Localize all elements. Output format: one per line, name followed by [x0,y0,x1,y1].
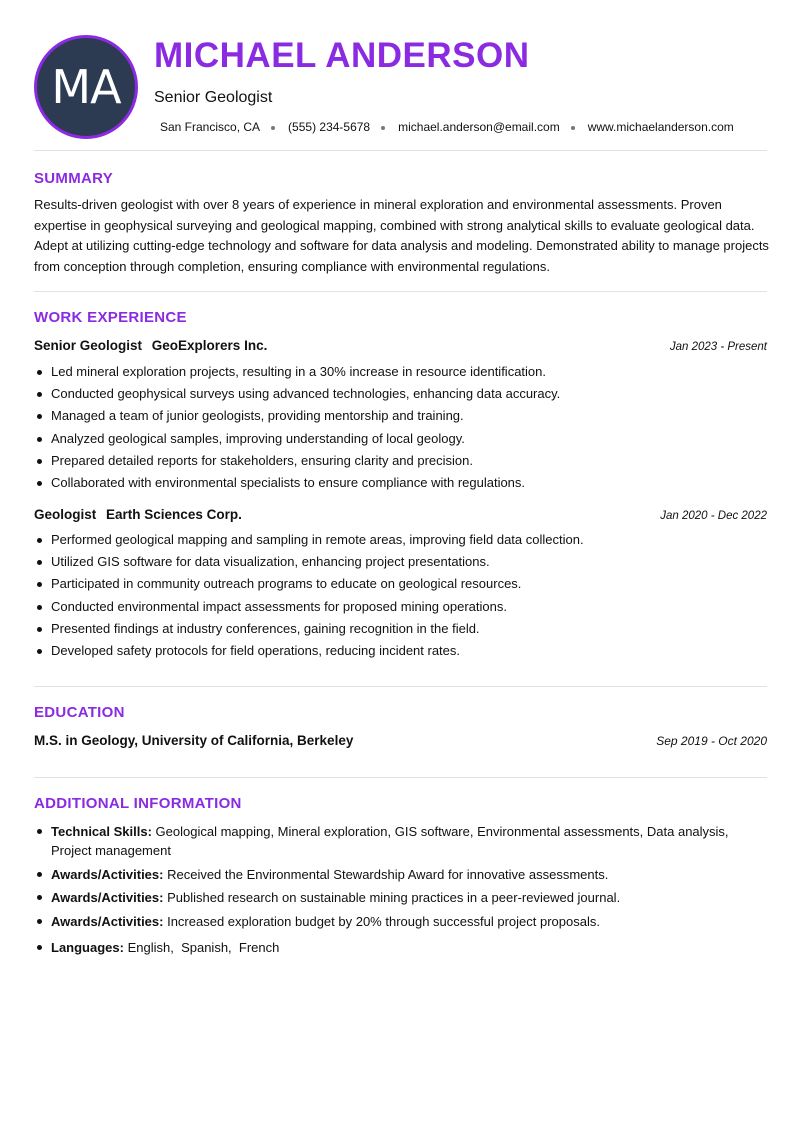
list-item [34,912,769,931]
contact-location: San Francisco, CA [160,120,261,134]
list-item [34,888,769,907]
list-item: Analyzed geological samples, improving understanding of local geology. [34,428,769,450]
separator-dot-icon [381,126,385,130]
job-header [34,507,767,522]
section-divider [34,777,767,778]
candidate-name: MICHAEL ANDERSON [154,36,530,75]
education-degree: M.S. in Geology, University of California, Berkeley [34,733,354,748]
list-item: Conducted environmental impact assessments for proposed mining operations. [34,596,769,618]
info-text: Received the Environmental Stewardship Award for innovative assessments. [167,866,609,882]
list-item [34,865,769,884]
info-label: Awards/Activities: [51,866,164,882]
list-item [34,822,769,860]
info-label: Awards/Activities: [51,890,164,905]
additional-info-list [34,822,769,961]
info-text: Published research on sustainable mining practices in a peer-reviewed journal. [167,890,621,905]
info-label: Technical Skills: [51,824,152,839]
contact-phone: (555) 234-5678 [288,120,371,134]
candidate-title: Senior Geologist [154,89,273,106]
additional-info-heading: ADDITIONAL INFORMATION [34,795,242,812]
avatar [34,35,138,139]
info-label: Languages: [51,939,124,955]
job-company: GeoExplorers Inc. [151,338,268,353]
list-item: Collaborated with environmental specialists to ensure compliance with regulations. [34,472,769,494]
job-header [34,338,767,353]
job-dates: Jan 2020 - Dec 2022 [660,510,767,522]
list-item: Presented findings at industry conferences, gaining recognition in the field. [34,618,769,640]
list-item: Utilized GIS software for data visualization, enhancing project presentations. [34,551,769,573]
list-item: Performed geological mapping and sampling in remote areas, improving field data collection. [34,529,769,551]
list-item: Prepared detailed reports for stakeholders, ensuring clarity and precision. [34,450,769,472]
section-divider [34,686,767,687]
job-bullets [34,529,769,662]
list-item: Managed a team of junior geologists, providing mentorship and training. [34,405,769,427]
education-heading: EDUCATION [34,704,125,721]
list-item: Developed safety protocols for field operations, reducing incident rates. [34,640,769,662]
separator-dot-icon [271,126,275,130]
job-company: Earth Sciences Corp. [106,507,242,522]
contact-email[interactable]: michael.anderson@email.com [398,120,560,134]
summary-text: Results-driven geologist with over 8 years of experience in mineral exploration and environmental assessments. Proven expertise in geophysical surveying and geological mapping, combined with strong analytical skills to evaluate geological data. Adept at utilizing cutting-edge technology and software for data analysis and modeling. Demonstrated ability to manage projects from conception through completion, ensuring compliance with environmental regulations. [34,197,769,274]
contact-website[interactable]: www.michaelanderson.com [587,120,734,134]
avatar-initials: MA [51,60,121,114]
section-divider [34,150,767,151]
job-role: Geologist [34,507,97,522]
section-divider [34,291,767,292]
job-title-line [34,338,267,353]
info-text: Increased exploration budget by 20% through successful project proposals. [167,913,600,929]
list-item: Conducted geophysical surveys using advanced technologies, enhancing data accuracy. [34,383,769,405]
info-label: Awards/Activities: [51,913,164,929]
contact-bar [160,120,734,134]
education-entry [34,733,767,748]
info-text: English, Spanish, French [127,939,280,955]
list-item: Led mineral exploration projects, resulting in a 30% increase in resource identification. [34,361,769,383]
job-role: Senior Geologist [34,338,143,353]
list-item [34,938,769,957]
summary-heading: SUMMARY [34,170,114,187]
separator-dot-icon [571,126,575,130]
job-bullets [34,361,769,494]
education-dates: Sep 2019 - Oct 2020 [656,734,767,748]
work-experience-heading: WORK EXPERIENCE [34,309,187,326]
list-item: Participated in community outreach programs to educate on geological resources. [34,573,769,595]
info-text: Geological mapping, Mineral exploration, GIS software, Environmental assessments, Data analysis, Project management [51,824,729,858]
job-dates: Jan 2023 - Present [669,341,767,353]
job-title-line [34,507,242,522]
